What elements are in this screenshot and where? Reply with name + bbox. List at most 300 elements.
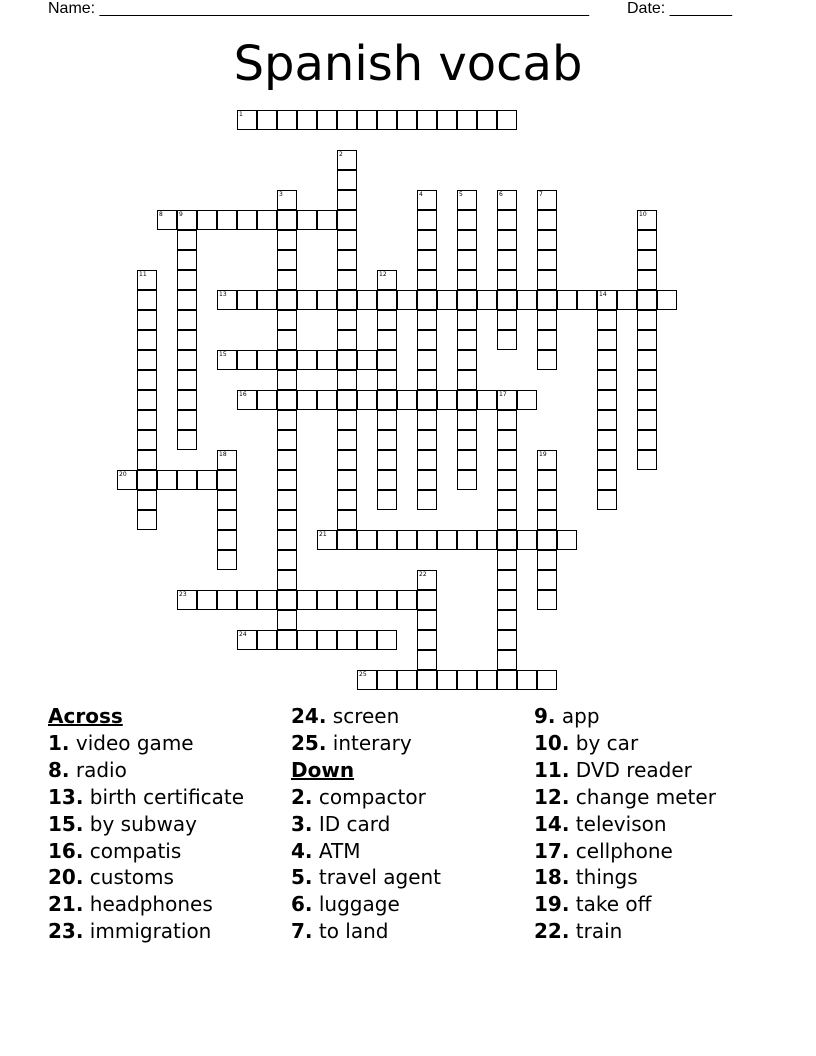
clue-item bbox=[534, 784, 716, 811]
grid-cell[interactable] bbox=[417, 490, 437, 510]
grid-cell[interactable] bbox=[597, 430, 617, 450]
grid-cell[interactable] bbox=[377, 310, 397, 330]
grid-cell[interactable] bbox=[357, 670, 377, 690]
grid-cell[interactable] bbox=[477, 110, 497, 130]
grid-cell[interactable] bbox=[417, 670, 437, 690]
grid-cell[interactable] bbox=[457, 210, 477, 230]
grid-cell[interactable] bbox=[637, 290, 657, 310]
grid-cell[interactable] bbox=[457, 310, 477, 330]
grid-cell[interactable] bbox=[417, 190, 437, 210]
grid-cell[interactable] bbox=[637, 390, 657, 410]
grid-cell[interactable] bbox=[337, 510, 357, 530]
grid-cell[interactable] bbox=[117, 470, 137, 490]
grid-cell[interactable] bbox=[557, 530, 577, 550]
grid-cell[interactable] bbox=[497, 630, 517, 650]
grid-cell[interactable] bbox=[297, 630, 317, 650]
grid-cell[interactable] bbox=[397, 590, 417, 610]
grid-cell[interactable] bbox=[337, 490, 357, 510]
grid-cell[interactable] bbox=[277, 570, 297, 590]
grid-cell[interactable] bbox=[637, 430, 657, 450]
grid-cell[interactable] bbox=[217, 510, 237, 530]
grid-cell[interactable] bbox=[497, 490, 517, 510]
grid-cell[interactable] bbox=[377, 370, 397, 390]
grid-cell[interactable] bbox=[397, 670, 417, 690]
grid-cell[interactable] bbox=[637, 230, 657, 250]
grid-cell[interactable] bbox=[537, 490, 557, 510]
grid-cell[interactable] bbox=[417, 570, 437, 590]
grid-cell[interactable] bbox=[177, 370, 197, 390]
grid-cell[interactable] bbox=[417, 610, 437, 630]
grid-cell[interactable] bbox=[297, 210, 317, 230]
grid-cell[interactable] bbox=[497, 330, 517, 350]
grid-cell[interactable] bbox=[437, 290, 457, 310]
grid-cell[interactable] bbox=[357, 530, 377, 550]
grid-cell[interactable] bbox=[637, 370, 657, 390]
grid-cell[interactable] bbox=[337, 390, 357, 410]
grid-cell[interactable] bbox=[337, 150, 357, 170]
grid-cell[interactable] bbox=[537, 250, 557, 270]
grid-cell[interactable] bbox=[457, 290, 477, 310]
clue-item bbox=[291, 703, 441, 730]
grid-cell[interactable] bbox=[537, 290, 557, 310]
grid-cell[interactable] bbox=[497, 610, 517, 630]
grid-cell[interactable] bbox=[457, 370, 477, 390]
grid-cell[interactable] bbox=[417, 430, 437, 450]
grid-cell[interactable] bbox=[417, 630, 437, 650]
grid-cell[interactable] bbox=[497, 210, 517, 230]
grid-cell[interactable] bbox=[197, 590, 217, 610]
grid-cell[interactable] bbox=[237, 290, 257, 310]
grid-cell[interactable] bbox=[237, 110, 257, 130]
grid-cell[interactable] bbox=[197, 470, 217, 490]
grid-cell[interactable] bbox=[337, 290, 357, 310]
grid-cell[interactable] bbox=[137, 270, 157, 290]
grid-cell[interactable] bbox=[157, 470, 177, 490]
grid-cell[interactable] bbox=[497, 250, 517, 270]
grid-cell[interactable] bbox=[457, 450, 477, 470]
grid-cell[interactable] bbox=[397, 530, 417, 550]
clue-number: 13. bbox=[48, 784, 84, 809]
grid-cell[interactable] bbox=[497, 310, 517, 330]
grid-cell[interactable] bbox=[357, 290, 377, 310]
grid-cell[interactable] bbox=[277, 530, 297, 550]
grid-cell[interactable] bbox=[177, 350, 197, 370]
grid-cell[interactable] bbox=[457, 530, 477, 550]
grid-cell[interactable] bbox=[217, 530, 237, 550]
grid-cell[interactable] bbox=[277, 390, 297, 410]
grid-cell[interactable] bbox=[397, 290, 417, 310]
grid-cell[interactable] bbox=[217, 210, 237, 230]
grid-cell[interactable] bbox=[257, 210, 277, 230]
grid-cell[interactable] bbox=[277, 330, 297, 350]
grid-cell[interactable] bbox=[137, 450, 157, 470]
clue-number: 17. bbox=[534, 838, 570, 863]
grid-cell[interactable] bbox=[357, 110, 377, 130]
grid-cell[interactable] bbox=[617, 290, 637, 310]
grid-cell[interactable] bbox=[497, 570, 517, 590]
clue-item bbox=[534, 918, 716, 945]
grid-cell[interactable] bbox=[277, 550, 297, 570]
grid-cell[interactable] bbox=[457, 670, 477, 690]
grid-cell[interactable] bbox=[457, 410, 477, 430]
grid-cell[interactable] bbox=[377, 330, 397, 350]
grid-cell[interactable] bbox=[537, 590, 557, 610]
grid-cell[interactable] bbox=[177, 270, 197, 290]
grid-cell[interactable] bbox=[417, 390, 437, 410]
grid-cell[interactable] bbox=[337, 190, 357, 210]
clue-item bbox=[534, 811, 716, 838]
grid-cell[interactable] bbox=[237, 210, 257, 230]
grid-cell[interactable] bbox=[497, 530, 517, 550]
grid-cell[interactable] bbox=[277, 190, 297, 210]
clue-item bbox=[534, 703, 716, 730]
clue-item bbox=[291, 864, 441, 891]
grid-cell[interactable] bbox=[297, 350, 317, 370]
grid-cell[interactable] bbox=[437, 530, 457, 550]
grid-cell[interactable] bbox=[337, 270, 357, 290]
grid-cell[interactable] bbox=[177, 310, 197, 330]
grid-cell[interactable] bbox=[377, 270, 397, 290]
grid-cell[interactable] bbox=[597, 390, 617, 410]
grid-cell[interactable] bbox=[277, 510, 297, 530]
grid-cell[interactable] bbox=[197, 210, 217, 230]
grid-cell[interactable] bbox=[337, 450, 357, 470]
clue-item bbox=[291, 838, 441, 865]
grid-cell[interactable] bbox=[317, 590, 337, 610]
grid-cell[interactable] bbox=[537, 210, 557, 230]
grid-cell[interactable] bbox=[277, 270, 297, 290]
clue-item bbox=[291, 918, 441, 945]
grid-cell[interactable] bbox=[457, 190, 477, 210]
grid-cell[interactable] bbox=[497, 590, 517, 610]
grid-cell[interactable] bbox=[337, 210, 357, 230]
grid-cell[interactable] bbox=[577, 290, 597, 310]
grid-cell[interactable] bbox=[277, 210, 297, 230]
grid-cell[interactable] bbox=[137, 410, 157, 430]
grid-cell[interactable] bbox=[537, 270, 557, 290]
clue-section-heading: Across bbox=[48, 704, 123, 728]
clue-number: 19. bbox=[534, 892, 570, 917]
grid-cell[interactable] bbox=[537, 310, 557, 330]
grid-cell[interactable] bbox=[137, 310, 157, 330]
grid-cell[interactable] bbox=[337, 370, 357, 390]
clue-number-label: 20 bbox=[119, 471, 127, 478]
grid-cell[interactable] bbox=[417, 450, 437, 470]
grid-cell[interactable] bbox=[217, 450, 237, 470]
grid-cell[interactable] bbox=[217, 550, 237, 570]
grid-cell[interactable] bbox=[237, 390, 257, 410]
grid-cell[interactable] bbox=[137, 290, 157, 310]
grid-cell[interactable] bbox=[217, 470, 237, 490]
grid-cell[interactable] bbox=[497, 110, 517, 130]
grid-cell[interactable] bbox=[177, 470, 197, 490]
grid-cell[interactable] bbox=[637, 330, 657, 350]
clue-number: 16. bbox=[48, 838, 84, 863]
grid-cell[interactable] bbox=[257, 390, 277, 410]
grid-cell[interactable] bbox=[257, 630, 277, 650]
grid-cell[interactable] bbox=[457, 350, 477, 370]
grid-cell[interactable] bbox=[177, 290, 197, 310]
grid-cell[interactable] bbox=[137, 330, 157, 350]
grid-cell[interactable] bbox=[497, 390, 517, 410]
grid-cell[interactable] bbox=[277, 290, 297, 310]
grid-cell[interactable] bbox=[517, 390, 537, 410]
grid-cell[interactable] bbox=[337, 590, 357, 610]
grid-cell[interactable] bbox=[597, 370, 617, 390]
grid-cell[interactable] bbox=[137, 430, 157, 450]
grid-cell[interactable] bbox=[177, 330, 197, 350]
grid-cell[interactable] bbox=[517, 670, 537, 690]
grid-cell[interactable] bbox=[337, 630, 357, 650]
grid-cell[interactable] bbox=[437, 110, 457, 130]
grid-cell[interactable] bbox=[317, 530, 337, 550]
grid-cell[interactable] bbox=[277, 110, 297, 130]
grid-cell[interactable] bbox=[337, 310, 357, 330]
grid-cell[interactable] bbox=[357, 630, 377, 650]
grid-cell[interactable] bbox=[477, 390, 497, 410]
grid-cell[interactable] bbox=[157, 210, 177, 230]
grid-cell[interactable] bbox=[377, 350, 397, 370]
grid-cell[interactable] bbox=[357, 390, 377, 410]
grid-cell[interactable] bbox=[277, 610, 297, 630]
grid-cell[interactable] bbox=[497, 450, 517, 470]
grid-cell[interactable] bbox=[337, 470, 357, 490]
grid-cell[interactable] bbox=[137, 510, 157, 530]
grid-cell[interactable] bbox=[217, 290, 237, 310]
grid-cell[interactable] bbox=[177, 430, 197, 450]
grid-cell[interactable] bbox=[537, 230, 557, 250]
grid-cell[interactable] bbox=[377, 670, 397, 690]
grid-cell[interactable] bbox=[517, 290, 537, 310]
grid-cell[interactable] bbox=[217, 350, 237, 370]
grid-cell[interactable] bbox=[317, 210, 337, 230]
grid-cell[interactable] bbox=[377, 630, 397, 650]
grid-cell[interactable] bbox=[377, 530, 397, 550]
grid-cell[interactable] bbox=[137, 350, 157, 370]
grid-cell[interactable] bbox=[597, 330, 617, 350]
grid-cell[interactable] bbox=[637, 410, 657, 430]
grid-cell[interactable] bbox=[457, 230, 477, 250]
grid-cell[interactable] bbox=[537, 330, 557, 350]
grid-cell[interactable] bbox=[337, 350, 357, 370]
grid-cell[interactable] bbox=[637, 250, 657, 270]
grid-cell[interactable] bbox=[377, 110, 397, 130]
grid-cell[interactable] bbox=[257, 350, 277, 370]
grid-cell[interactable] bbox=[457, 250, 477, 270]
grid-cell[interactable] bbox=[357, 590, 377, 610]
grid-cell[interactable] bbox=[417, 470, 437, 490]
grid-cell[interactable] bbox=[277, 370, 297, 390]
grid-cell[interactable] bbox=[277, 230, 297, 250]
grid-cell[interactable] bbox=[257, 110, 277, 130]
grid-cell[interactable] bbox=[537, 470, 557, 490]
grid-cell[interactable] bbox=[537, 450, 557, 470]
grid-cell[interactable] bbox=[557, 290, 577, 310]
grid-cell[interactable] bbox=[537, 510, 557, 530]
grid-cell[interactable] bbox=[457, 390, 477, 410]
grid-cell[interactable] bbox=[237, 630, 257, 650]
grid-cell[interactable] bbox=[337, 170, 357, 190]
grid-cell[interactable] bbox=[477, 670, 497, 690]
grid-cell[interactable] bbox=[337, 110, 357, 130]
grid-cell[interactable] bbox=[597, 410, 617, 430]
grid-cell[interactable] bbox=[497, 190, 517, 210]
clue-number: 5. bbox=[291, 865, 313, 890]
grid-cell[interactable] bbox=[597, 350, 617, 370]
page-title: Spanish vocab bbox=[233, 36, 583, 92]
grid-cell[interactable] bbox=[277, 470, 297, 490]
grid-cell[interactable] bbox=[337, 250, 357, 270]
grid-cell[interactable] bbox=[217, 590, 237, 610]
grid-cell[interactable] bbox=[377, 430, 397, 450]
grid-cell[interactable] bbox=[277, 350, 297, 370]
grid-cell[interactable] bbox=[537, 350, 557, 370]
grid-cell[interactable] bbox=[297, 110, 317, 130]
grid-cell[interactable] bbox=[457, 110, 477, 130]
grid-cell[interactable] bbox=[137, 490, 157, 510]
grid-cell[interactable] bbox=[637, 270, 657, 290]
grid-cell[interactable] bbox=[377, 410, 397, 430]
grid-cell[interactable] bbox=[177, 250, 197, 270]
grid-cell[interactable] bbox=[417, 210, 437, 230]
grid-cell[interactable] bbox=[417, 230, 437, 250]
grid-cell[interactable] bbox=[377, 470, 397, 490]
grid-cell[interactable] bbox=[497, 550, 517, 570]
grid-cell[interactable] bbox=[457, 430, 477, 450]
grid-cell[interactable] bbox=[377, 390, 397, 410]
grid-cell[interactable] bbox=[357, 350, 377, 370]
grid-cell[interactable] bbox=[297, 290, 317, 310]
grid-cell[interactable] bbox=[597, 290, 617, 310]
grid-cell[interactable] bbox=[637, 210, 657, 230]
grid-cell[interactable] bbox=[537, 530, 557, 550]
grid-cell[interactable] bbox=[497, 510, 517, 530]
grid-cell[interactable] bbox=[537, 190, 557, 210]
grid-cell[interactable] bbox=[417, 250, 437, 270]
grid-cell[interactable] bbox=[277, 630, 297, 650]
grid-cell[interactable] bbox=[417, 290, 437, 310]
grid-cell[interactable] bbox=[237, 590, 257, 610]
grid-cell[interactable] bbox=[217, 490, 237, 510]
grid-cell[interactable] bbox=[277, 590, 297, 610]
grid-cell[interactable] bbox=[417, 530, 437, 550]
grid-cell[interactable] bbox=[377, 290, 397, 310]
grid-cell[interactable] bbox=[337, 330, 357, 350]
grid-cell[interactable] bbox=[417, 310, 437, 330]
grid-cell[interactable] bbox=[417, 270, 437, 290]
grid-cell[interactable] bbox=[417, 370, 437, 390]
clue-number: 23. bbox=[48, 919, 84, 944]
grid-cell[interactable] bbox=[637, 450, 657, 470]
grid-cell[interactable] bbox=[417, 590, 437, 610]
grid-cell[interactable] bbox=[257, 290, 277, 310]
grid-cell[interactable] bbox=[597, 490, 617, 510]
grid-cell[interactable] bbox=[517, 530, 537, 550]
grid-cell[interactable] bbox=[457, 470, 477, 490]
grid-cell[interactable] bbox=[277, 450, 297, 470]
grid-cell[interactable] bbox=[277, 250, 297, 270]
grid-cell[interactable] bbox=[537, 550, 557, 570]
grid-cell[interactable] bbox=[417, 110, 437, 130]
grid-cell[interactable] bbox=[597, 310, 617, 330]
clue-number-label: 7 bbox=[539, 191, 543, 198]
grid-cell[interactable] bbox=[237, 350, 257, 370]
grid-cell[interactable] bbox=[397, 110, 417, 130]
grid-cell[interactable] bbox=[177, 410, 197, 430]
grid-cell[interactable] bbox=[337, 530, 357, 550]
grid-cell[interactable] bbox=[537, 670, 557, 690]
grid-cell[interactable] bbox=[137, 390, 157, 410]
grid-cell[interactable] bbox=[177, 590, 197, 610]
grid-cell[interactable] bbox=[657, 290, 677, 310]
grid-cell[interactable] bbox=[177, 390, 197, 410]
grid-cell[interactable] bbox=[597, 450, 617, 470]
grid-cell[interactable] bbox=[637, 350, 657, 370]
grid-cell[interactable] bbox=[417, 350, 437, 370]
grid-cell[interactable] bbox=[257, 590, 277, 610]
grid-cell[interactable] bbox=[277, 490, 297, 510]
grid-cell[interactable] bbox=[337, 430, 357, 450]
grid-cell[interactable] bbox=[177, 230, 197, 250]
grid-cell[interactable] bbox=[497, 230, 517, 250]
grid-cell[interactable] bbox=[317, 110, 337, 130]
grid-cell[interactable] bbox=[337, 410, 357, 430]
grid-cell[interactable] bbox=[137, 470, 157, 490]
grid-cell[interactable] bbox=[317, 350, 337, 370]
grid-cell[interactable] bbox=[437, 670, 457, 690]
grid-cell[interactable] bbox=[277, 310, 297, 330]
grid-cell[interactable] bbox=[497, 270, 517, 290]
grid-cell[interactable] bbox=[497, 410, 517, 430]
grid-cell[interactable] bbox=[177, 210, 197, 230]
clue-text: take off bbox=[575, 892, 652, 917]
grid-cell[interactable] bbox=[337, 230, 357, 250]
grid-cell[interactable] bbox=[457, 330, 477, 350]
grid-cell[interactable] bbox=[597, 470, 617, 490]
grid-cell[interactable] bbox=[317, 630, 337, 650]
grid-cell[interactable] bbox=[297, 390, 317, 410]
grid-cell[interactable] bbox=[497, 430, 517, 450]
grid-cell[interactable] bbox=[637, 310, 657, 330]
grid-cell[interactable] bbox=[537, 570, 557, 590]
grid-cell[interactable] bbox=[457, 270, 477, 290]
grid-cell[interactable] bbox=[417, 410, 437, 430]
grid-cell[interactable] bbox=[497, 290, 517, 310]
clue-text: luggage bbox=[318, 892, 400, 917]
grid-cell[interactable] bbox=[297, 590, 317, 610]
grid-cell[interactable] bbox=[417, 330, 437, 350]
grid-cell[interactable] bbox=[477, 290, 497, 310]
grid-cell[interactable] bbox=[477, 530, 497, 550]
grid-cell[interactable] bbox=[397, 390, 417, 410]
clue-text: things bbox=[575, 865, 638, 890]
grid-cell[interactable] bbox=[377, 450, 397, 470]
grid-cell[interactable] bbox=[497, 650, 517, 670]
grid-cell[interactable] bbox=[277, 430, 297, 450]
clue-number-label: 11 bbox=[139, 271, 147, 278]
grid-cell[interactable] bbox=[377, 590, 397, 610]
grid-cell[interactable] bbox=[137, 370, 157, 390]
grid-cell[interactable] bbox=[317, 290, 337, 310]
grid-cell[interactable] bbox=[317, 390, 337, 410]
grid-cell[interactable] bbox=[497, 670, 517, 690]
grid-cell[interactable] bbox=[417, 650, 437, 670]
clue-number-label: 4 bbox=[419, 191, 423, 198]
grid-cell[interactable] bbox=[497, 470, 517, 490]
grid-cell[interactable] bbox=[377, 490, 397, 510]
grid-cell[interactable] bbox=[437, 390, 457, 410]
grid-cell[interactable] bbox=[277, 410, 297, 430]
